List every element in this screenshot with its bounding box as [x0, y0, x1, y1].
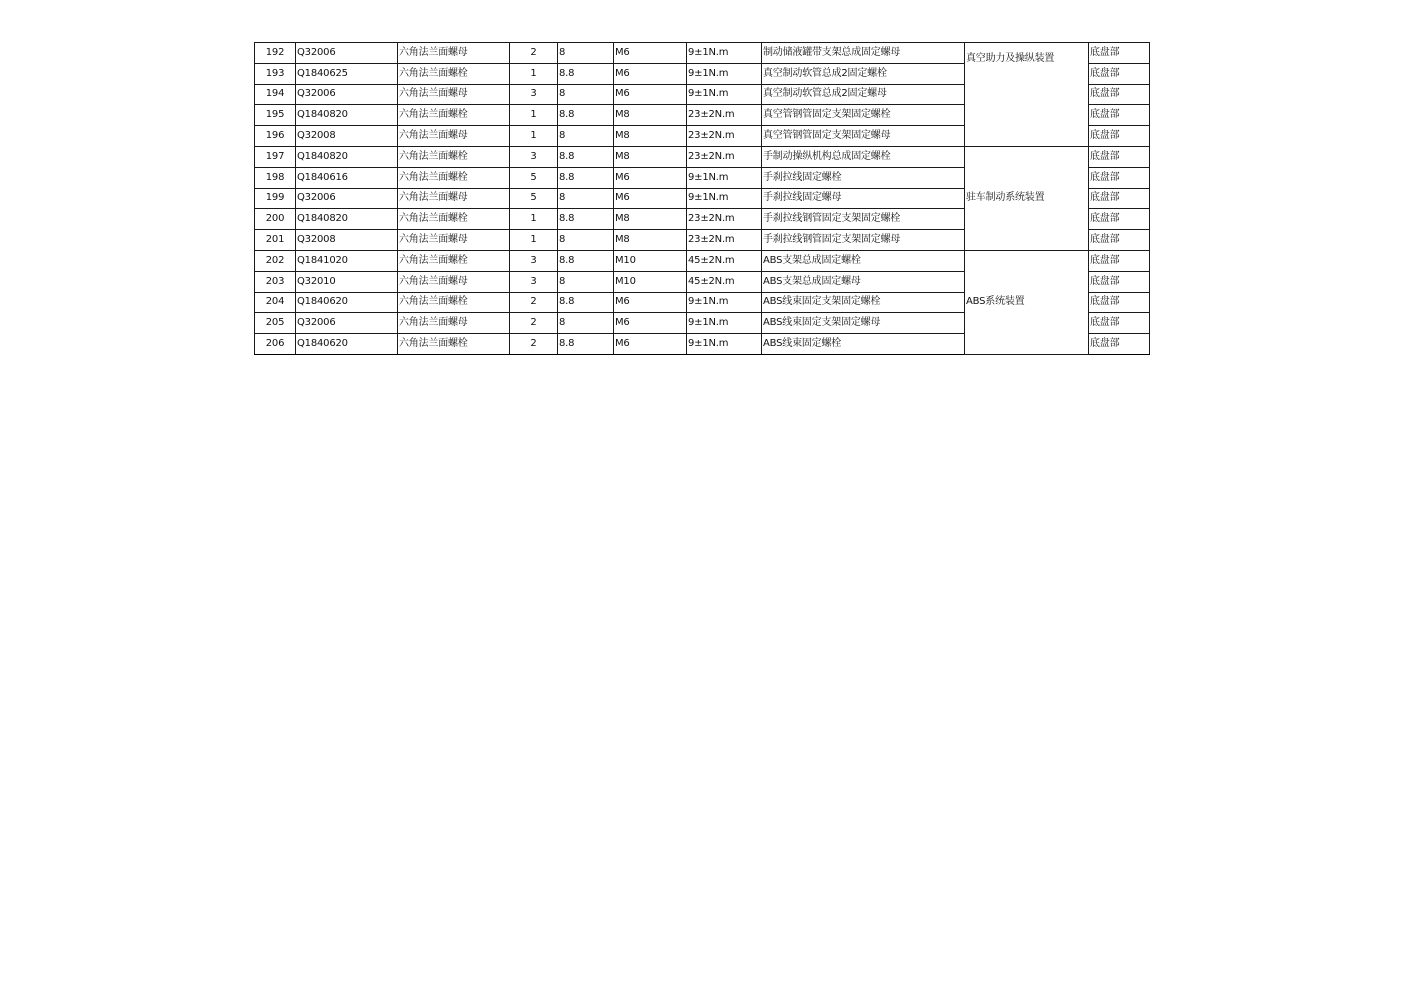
department-cell: 底盘部 [1089, 188, 1150, 209]
torque-value-cell: 23±2N.m [687, 209, 762, 230]
usage-description-cell: 手刹拉线固定螺母 [762, 188, 965, 209]
row-number-cell: 194 [255, 84, 296, 105]
part-code-cell: Q32008 [296, 126, 398, 147]
part-code-cell: Q1840620 [296, 292, 398, 313]
part-code-cell: Q1841020 [296, 250, 398, 271]
part-code-cell: Q1840620 [296, 334, 398, 355]
quantity-cell: 2 [510, 292, 558, 313]
row-number-cell: 196 [255, 126, 296, 147]
usage-description-cell: 真空制动软管总成2固定螺母 [762, 84, 965, 105]
usage-description-cell: 手制动操纵机构总成固定螺栓 [762, 146, 965, 167]
strength-grade-cell: 8 [558, 84, 614, 105]
table-body [255, 43, 1150, 355]
part-name-cell: 六角法兰面螺栓 [398, 167, 510, 188]
torque-value-cell: 9±1N.m [687, 43, 762, 64]
department-cell: 底盘部 [1089, 43, 1150, 64]
quantity-cell: 1 [510, 126, 558, 147]
row-number-cell: 198 [255, 167, 296, 188]
department-cell: 底盘部 [1089, 167, 1150, 188]
row-number-cell: 206 [255, 334, 296, 355]
thread-spec-cell: M10 [614, 271, 687, 292]
department-cell: 底盘部 [1089, 292, 1150, 313]
row-number-cell: 195 [255, 105, 296, 126]
department-cell: 底盘部 [1089, 250, 1150, 271]
usage-description-cell: ABS线束固定支架固定螺栓 [762, 292, 965, 313]
department-cell: 底盘部 [1089, 146, 1150, 167]
quantity-cell: 1 [510, 63, 558, 84]
strength-grade-cell: 8.8 [558, 105, 614, 126]
torque-value-cell: 9±1N.m [687, 313, 762, 334]
table-row [255, 146, 1150, 167]
part-name-cell: 六角法兰面螺栓 [398, 105, 510, 126]
part-name-cell: 六角法兰面螺母 [398, 313, 510, 334]
quantity-cell: 1 [510, 230, 558, 251]
strength-grade-cell: 8.8 [558, 63, 614, 84]
thread-spec-cell: M6 [614, 63, 687, 84]
department-cell: 底盘部 [1089, 84, 1150, 105]
thread-spec-cell: M6 [614, 313, 687, 334]
torque-value-cell: 9±1N.m [687, 334, 762, 355]
thread-spec-cell: M8 [614, 126, 687, 147]
part-code-cell: Q1840820 [296, 105, 398, 126]
usage-description-cell: 制动储液罐带支架总成固定螺母 [762, 43, 965, 64]
row-number-cell: 193 [255, 63, 296, 84]
system-group-cell: 真空助力及操纵装置 [965, 43, 1089, 147]
torque-value-cell: 45±2N.m [687, 250, 762, 271]
strength-grade-cell: 8.8 [558, 334, 614, 355]
quantity-cell: 5 [510, 188, 558, 209]
part-name-cell: 六角法兰面螺栓 [398, 250, 510, 271]
part-name-cell: 六角法兰面螺母 [398, 230, 510, 251]
part-name-cell: 六角法兰面螺母 [398, 126, 510, 147]
part-code-cell: Q32006 [296, 313, 398, 334]
torque-value-cell: 9±1N.m [687, 167, 762, 188]
row-number-cell: 203 [255, 271, 296, 292]
quantity-cell: 3 [510, 250, 558, 271]
row-number-cell: 197 [255, 146, 296, 167]
part-name-cell: 六角法兰面螺栓 [398, 334, 510, 355]
part-code-cell: Q32006 [296, 43, 398, 64]
thread-spec-cell: M8 [614, 146, 687, 167]
part-name-cell: 六角法兰面螺母 [398, 43, 510, 64]
table-row [255, 250, 1150, 271]
strength-grade-cell: 8 [558, 126, 614, 147]
department-cell: 底盘部 [1089, 126, 1150, 147]
usage-description-cell: ABS支架总成固定螺栓 [762, 250, 965, 271]
department-cell: 底盘部 [1089, 209, 1150, 230]
part-code-cell: Q1840820 [296, 146, 398, 167]
torque-value-cell: 23±2N.m [687, 146, 762, 167]
strength-grade-cell: 8.8 [558, 250, 614, 271]
thread-spec-cell: M8 [614, 209, 687, 230]
part-code-cell: Q32010 [296, 271, 398, 292]
department-cell: 底盘部 [1089, 334, 1150, 355]
strength-grade-cell: 8 [558, 271, 614, 292]
usage-description-cell: 手刹拉线钢管固定支架固定螺母 [762, 230, 965, 251]
strength-grade-cell: 8 [558, 313, 614, 334]
row-number-cell: 192 [255, 43, 296, 64]
thread-spec-cell: M6 [614, 43, 687, 64]
quantity-cell: 5 [510, 167, 558, 188]
usage-description-cell: 手刹拉线钢管固定支架固定螺栓 [762, 209, 965, 230]
strength-grade-cell: 8.8 [558, 146, 614, 167]
usage-description-cell: ABS线束固定螺栓 [762, 334, 965, 355]
system-group-cell: 驻车制动系统装置 [965, 146, 1089, 250]
row-number-cell: 202 [255, 250, 296, 271]
usage-description-cell: 真空管钢管固定支架固定螺母 [762, 126, 965, 147]
part-code-cell: Q1840625 [296, 63, 398, 84]
torque-value-cell: 45±2N.m [687, 271, 762, 292]
quantity-cell: 2 [510, 313, 558, 334]
torque-value-cell: 23±2N.m [687, 126, 762, 147]
quantity-cell: 3 [510, 146, 558, 167]
row-number-cell: 201 [255, 230, 296, 251]
part-name-cell: 六角法兰面螺母 [398, 271, 510, 292]
part-code-cell: Q32006 [296, 188, 398, 209]
torque-value-cell: 23±2N.m [687, 230, 762, 251]
department-cell: 底盘部 [1089, 63, 1150, 84]
row-number-cell: 204 [255, 292, 296, 313]
table-row [255, 43, 1150, 64]
strength-grade-cell: 8.8 [558, 167, 614, 188]
strength-grade-cell: 8 [558, 43, 614, 64]
strength-grade-cell: 8.8 [558, 292, 614, 313]
quantity-cell: 1 [510, 105, 558, 126]
part-name-cell: 六角法兰面螺栓 [398, 63, 510, 84]
department-cell: 底盘部 [1089, 230, 1150, 251]
torque-value-cell: 9±1N.m [687, 292, 762, 313]
row-number-cell: 205 [255, 313, 296, 334]
part-name-cell: 六角法兰面螺母 [398, 84, 510, 105]
torque-value-cell: 23±2N.m [687, 105, 762, 126]
thread-spec-cell: M10 [614, 250, 687, 271]
strength-grade-cell: 8.8 [558, 209, 614, 230]
usage-description-cell: 真空管钢管固定支架固定螺栓 [762, 105, 965, 126]
strength-grade-cell: 8 [558, 230, 614, 251]
strength-grade-cell: 8 [558, 188, 614, 209]
row-number-cell: 200 [255, 209, 296, 230]
part-code-cell: Q1840820 [296, 209, 398, 230]
quantity-cell: 3 [510, 271, 558, 292]
torque-value-cell: 9±1N.m [687, 84, 762, 105]
part-name-cell: 六角法兰面螺栓 [398, 209, 510, 230]
fastener-torque-table [254, 42, 1150, 355]
thread-spec-cell: M8 [614, 105, 687, 126]
part-name-cell: 六角法兰面螺栓 [398, 292, 510, 313]
thread-spec-cell: M6 [614, 334, 687, 355]
quantity-cell: 1 [510, 209, 558, 230]
row-number-cell: 199 [255, 188, 296, 209]
system-group-cell: ABS系统装置 [965, 250, 1089, 354]
torque-value-cell: 9±1N.m [687, 188, 762, 209]
quantity-cell: 2 [510, 334, 558, 355]
part-code-cell: Q32008 [296, 230, 398, 251]
thread-spec-cell: M6 [614, 292, 687, 313]
department-cell: 底盘部 [1089, 271, 1150, 292]
part-code-cell: Q1840616 [296, 167, 398, 188]
usage-description-cell: 手刹拉线固定螺栓 [762, 167, 965, 188]
usage-description-cell: 真空制动软管总成2固定螺栓 [762, 63, 965, 84]
usage-description-cell: ABS支架总成固定螺母 [762, 271, 965, 292]
thread-spec-cell: M6 [614, 167, 687, 188]
quantity-cell: 2 [510, 43, 558, 64]
torque-value-cell: 9±1N.m [687, 63, 762, 84]
part-name-cell: 六角法兰面螺栓 [398, 146, 510, 167]
department-cell: 底盘部 [1089, 105, 1150, 126]
quantity-cell: 3 [510, 84, 558, 105]
part-name-cell: 六角法兰面螺母 [398, 188, 510, 209]
thread-spec-cell: M6 [614, 188, 687, 209]
usage-description-cell: ABS线束固定支架固定螺母 [762, 313, 965, 334]
department-cell: 底盘部 [1089, 313, 1150, 334]
thread-spec-cell: M8 [614, 230, 687, 251]
thread-spec-cell: M6 [614, 84, 687, 105]
part-code-cell: Q32006 [296, 84, 398, 105]
